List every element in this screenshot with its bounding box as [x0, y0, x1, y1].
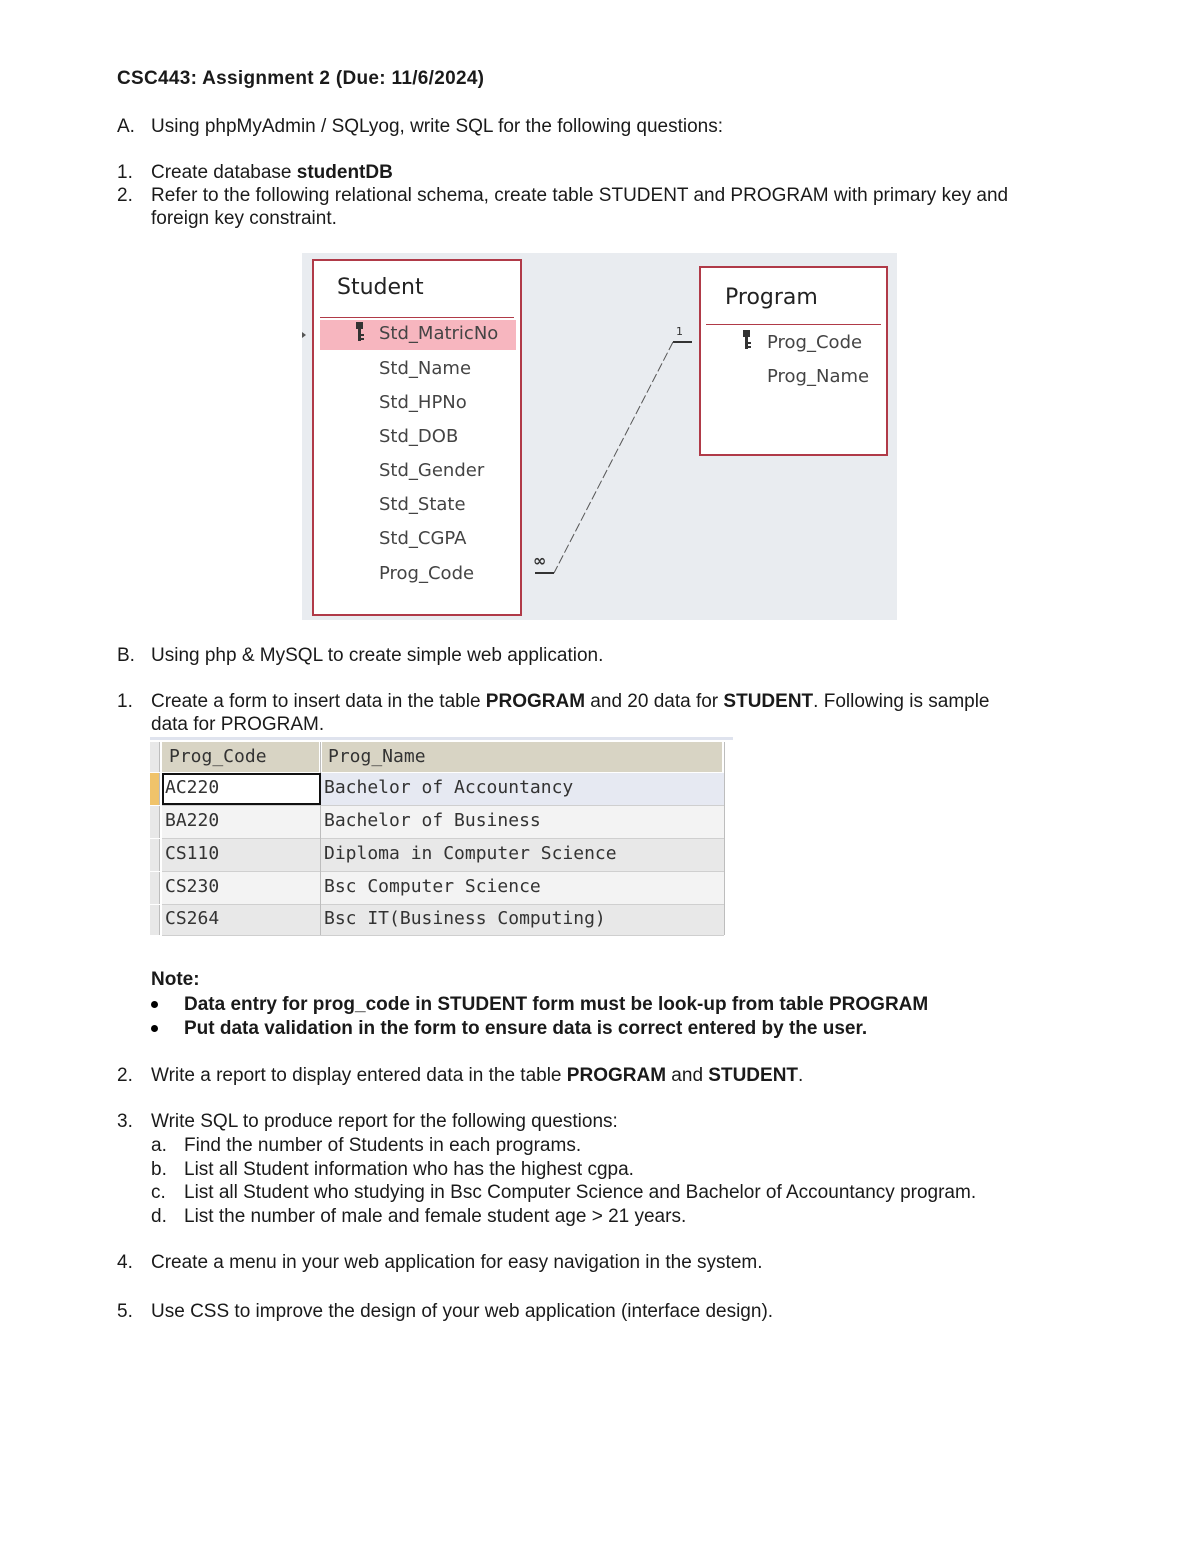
section-a-text: Using phpMyAdmin / SQLyog, write SQL for the following questions:	[151, 116, 724, 137]
student-field-cgpa: Std_CGPA	[379, 528, 467, 549]
item-4-num: 4.	[117, 1252, 133, 1273]
row-selector[interactable]	[150, 872, 160, 904]
column-divider	[320, 742, 321, 935]
note-bullet-1: Data entry for prog_code in STUDENT form must be look-up from table PROGRAM	[184, 994, 929, 1015]
b-item-1-t2: and 20 data for	[585, 691, 724, 712]
document-title: CSC443: Assignment 2 (Due: 11/6/2024)	[117, 68, 485, 89]
item-5-num: 5.	[117, 1301, 133, 1322]
a-item-1-num: 1.	[117, 162, 133, 183]
a-item-1-pre: Create database	[151, 162, 297, 183]
item-3-num: 3.	[117, 1111, 133, 1132]
cardinality-one-label: 1	[676, 325, 683, 338]
a-item-2-line2: foreign key constraint.	[151, 208, 337, 229]
grid-top-bar	[150, 737, 733, 740]
program-field-progname: Prog_Name	[767, 366, 870, 387]
item-3-text: Write SQL to produce report for the following questions:	[151, 1111, 618, 1132]
column-divider	[724, 742, 725, 935]
cardinality-many-label: ∞	[533, 551, 547, 570]
a-item-1-text	[151, 161, 393, 184]
cell-progcode: CS264	[165, 908, 220, 929]
student-field-progcode: Prog_Code	[379, 563, 475, 584]
item-2-t1: Write a report to display entered data in the table	[151, 1065, 567, 1086]
section-b-text: Using php & MySQL to create simple web application.	[151, 645, 604, 666]
bullet-icon	[151, 1001, 158, 1008]
section-b-label: B.	[117, 645, 135, 666]
b-item-1-b1: PROGRAM	[485, 691, 586, 712]
cell-progcode: AC220	[165, 777, 220, 798]
item-3-sub-a-text: Find the number of Students in each programs.	[184, 1135, 582, 1156]
cell-progname: Bsc IT(Business Computing)	[324, 908, 606, 929]
student-field-name: Std_Name	[379, 358, 472, 379]
item-3-sub-c-text: List all Student who studying in Bsc Computer Science and Bachelor of Accountancy program.	[184, 1182, 977, 1203]
item-2-b2: STUDENT	[708, 1065, 799, 1086]
item-2-t3: .	[798, 1065, 804, 1086]
b-item-1-b2: STUDENT	[723, 691, 814, 712]
table-header-progname: Prog_Name	[328, 746, 426, 767]
relational-schema-diagram	[302, 253, 897, 620]
program-entity-title: Program	[725, 285, 818, 310]
cell-progname: Bachelor of Accountancy	[324, 777, 574, 798]
cell-progcode: CS110	[165, 843, 220, 864]
item-3-sub-d-text: List the number of male and female student age > 21 years.	[184, 1206, 687, 1227]
b-item-1-t1: Create a form to insert data in the table	[151, 691, 486, 712]
student-field-matricno: Std_MatricNo	[379, 323, 499, 344]
program-field-progcode: Prog_Code	[767, 332, 863, 353]
b-item-1-num: 1.	[117, 691, 133, 712]
item-2-b1: PROGRAM	[566, 1065, 667, 1086]
cell-progname: Bsc Computer Science	[324, 876, 541, 897]
a-item-1-bold: studentDB	[296, 162, 393, 183]
table-header-progcode: Prog_Code	[169, 746, 267, 767]
b-item-1-line2: data for PROGRAM.	[151, 714, 325, 735]
item-2-num: 2.	[117, 1065, 133, 1086]
student-field-dob: Std_DOB	[379, 426, 459, 447]
item-3-sub-a-label: a.	[151, 1135, 167, 1156]
b-item-1-line1	[151, 690, 990, 713]
a-item-2-num: 2.	[117, 185, 133, 206]
row-selector[interactable]	[150, 806, 160, 838]
b-item-1-t3: . Following is sample	[813, 691, 990, 712]
row-selector-active[interactable]	[150, 773, 160, 805]
student-entity-title: Student	[337, 275, 424, 300]
note-bullet-2: Put data validation in the form to ensure data is correct entered by the user.	[184, 1018, 868, 1039]
item-2-text	[151, 1064, 803, 1087]
cell-progcode: CS230	[165, 876, 220, 897]
item-3-sub-b-label: b.	[151, 1159, 167, 1180]
item-3-sub-c-label: c.	[151, 1182, 166, 1203]
student-field-state: Std_State	[379, 494, 466, 515]
student-field-gender: Std_Gender	[379, 460, 485, 481]
row-selector[interactable]	[150, 839, 160, 871]
item-5-text: Use CSS to improve the design of your web application (interface design).	[151, 1301, 774, 1322]
note-heading: Note:	[151, 969, 200, 990]
relationship-line	[302, 253, 897, 620]
item-3-sub-d-label: d.	[151, 1206, 167, 1227]
bullet-icon	[151, 1025, 158, 1032]
row-selector[interactable]	[150, 742, 160, 772]
student-field-hpno: Std_HPNo	[379, 392, 467, 413]
cell-progname: Diploma in Computer Science	[324, 843, 617, 864]
item-3-sub-b-text: List all Student information who has the highest cgpa.	[184, 1159, 634, 1180]
a-item-2-line1: Refer to the following relational schema, create table STUDENT and PROGRAM with primary key and	[151, 185, 1009, 206]
item-2-t2: and	[666, 1065, 709, 1086]
section-a-label: A.	[117, 116, 135, 137]
cell-progcode: BA220	[165, 810, 220, 831]
item-4-text: Create a menu in your web application for easy navigation in the system.	[151, 1252, 763, 1273]
cell-progname: Bachelor of Business	[324, 810, 541, 831]
program-sample-table	[150, 737, 733, 935]
row-selector[interactable]	[150, 905, 160, 935]
